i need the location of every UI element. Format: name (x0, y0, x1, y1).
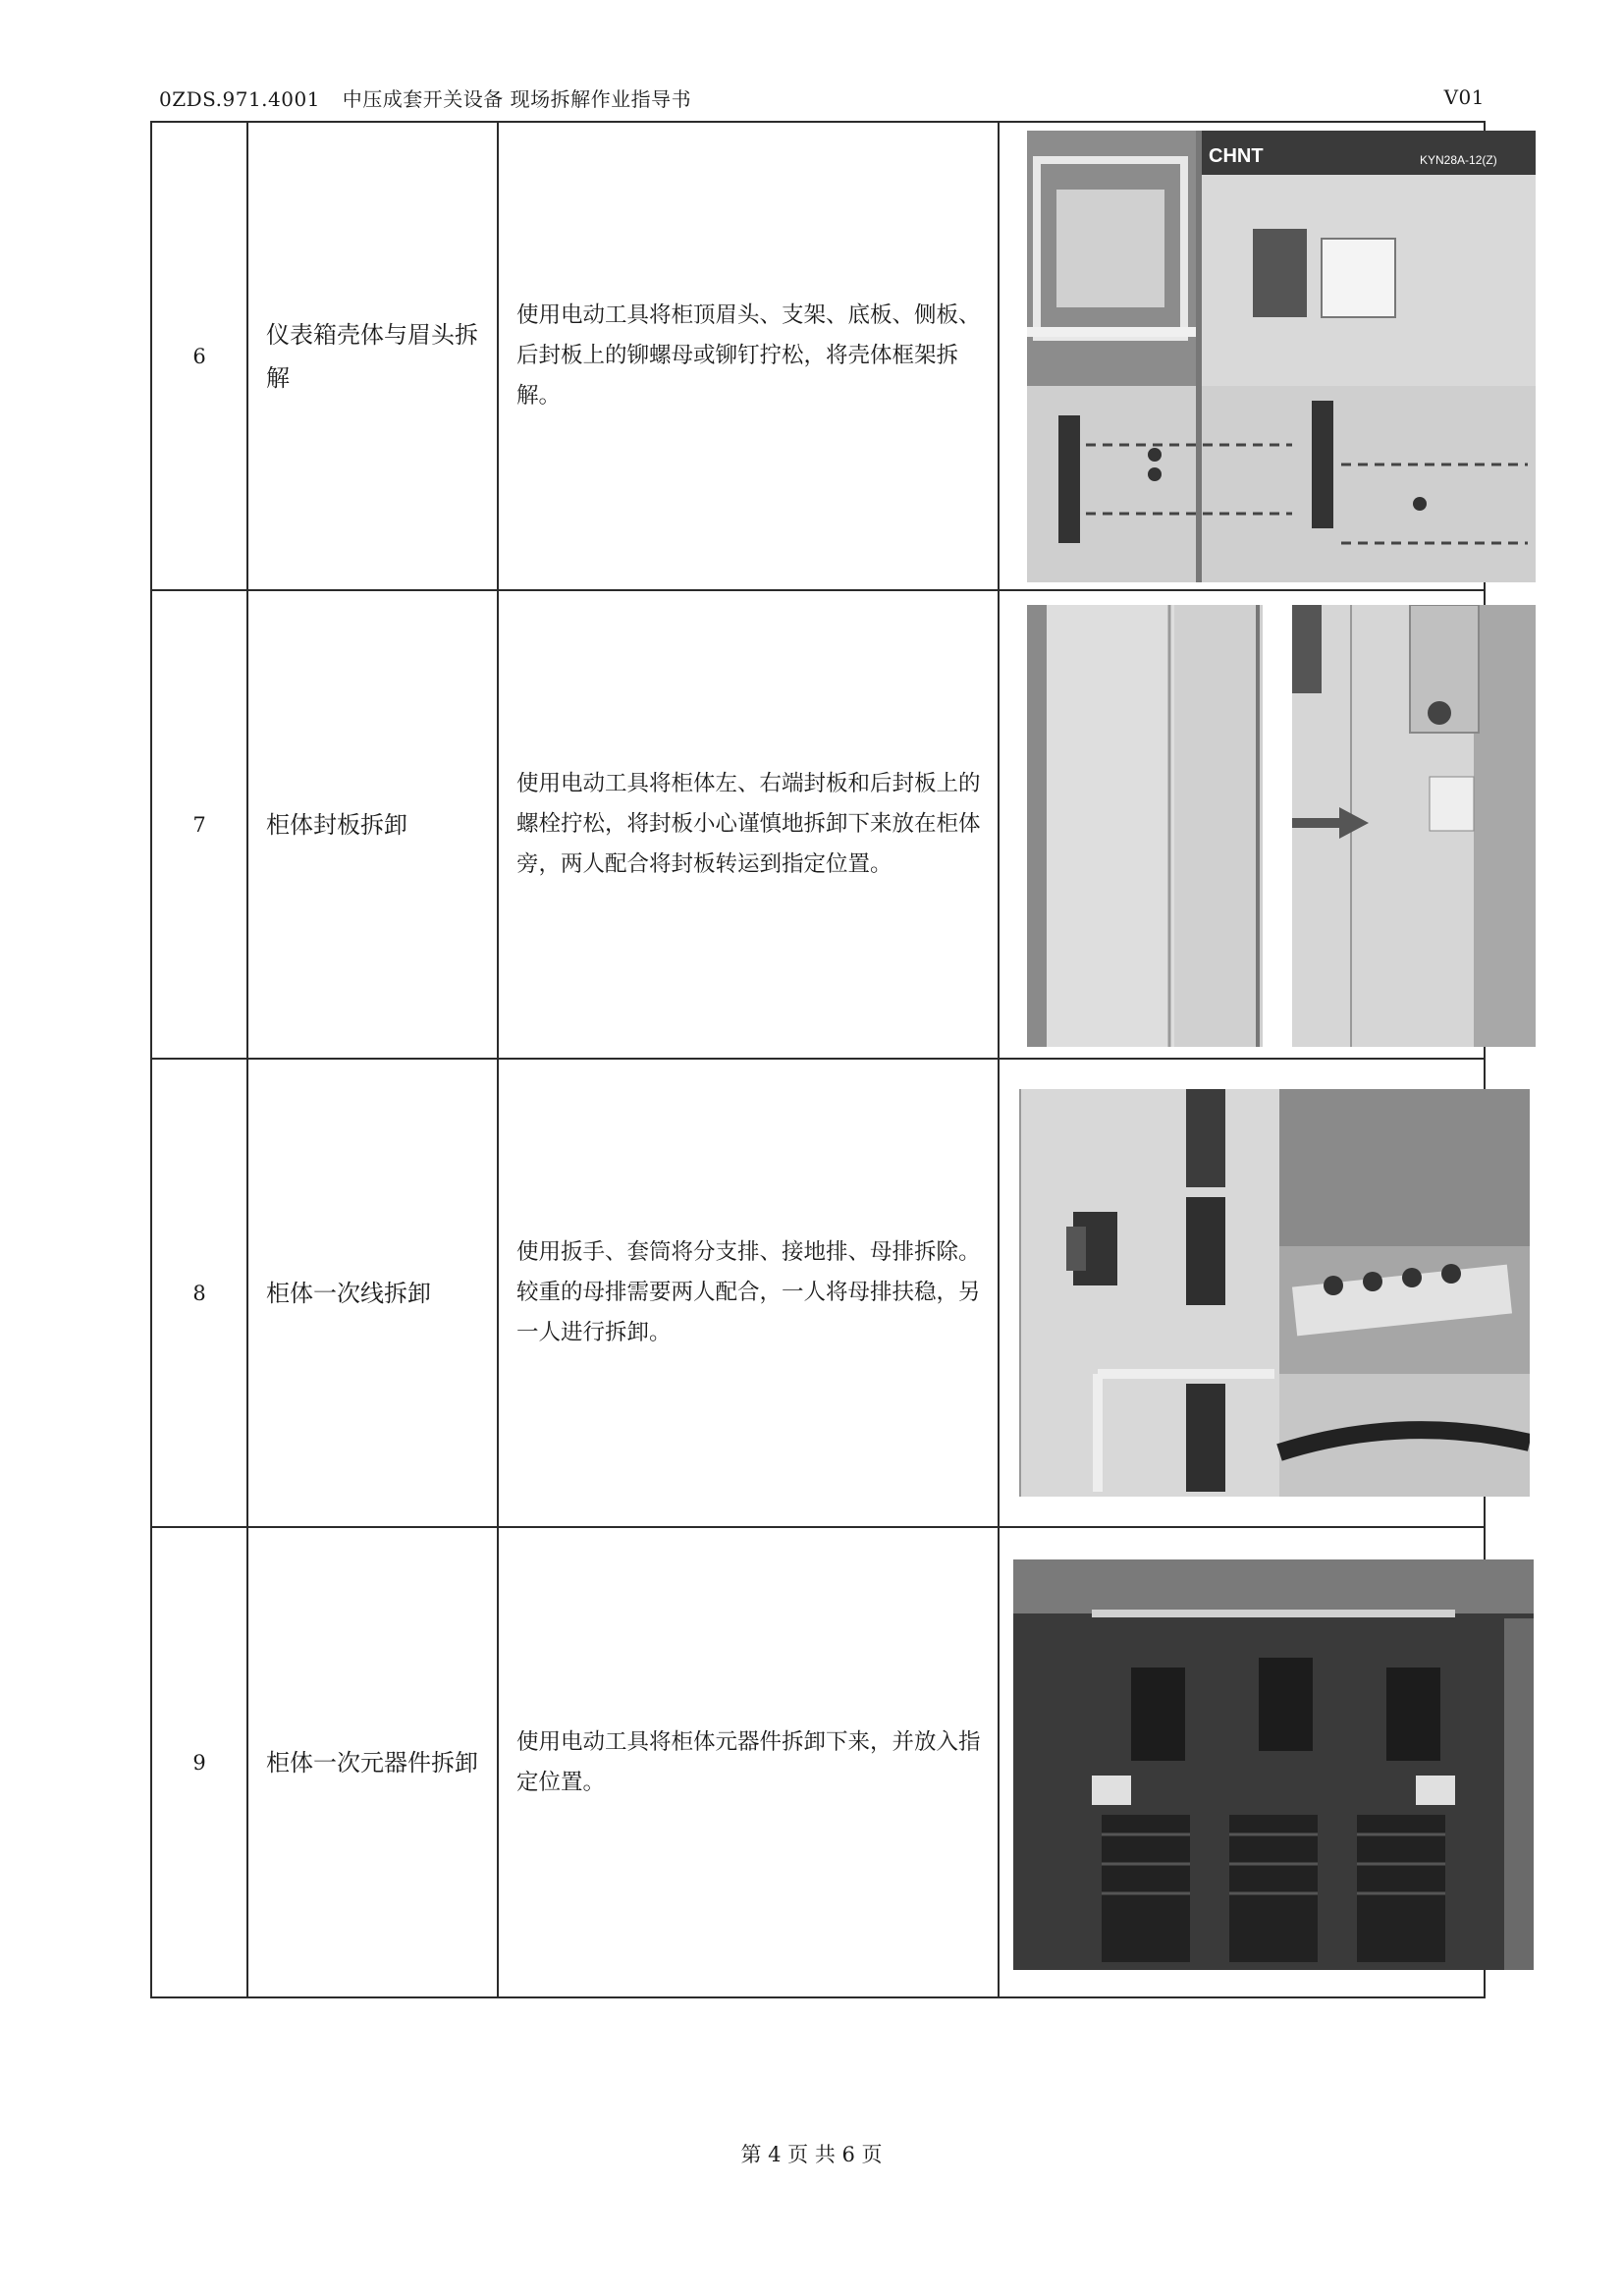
cabinet-frame-image (1027, 131, 1536, 582)
step-name: 柜体一次元器件拆卸 (247, 1527, 498, 1997)
insulator-image (1013, 1559, 1534, 1970)
step-name: 柜体一次线拆卸 (247, 1059, 498, 1527)
rear-panel-image (1292, 605, 1536, 1047)
table-row (151, 1527, 1485, 1997)
step-number: 7 (151, 590, 247, 1059)
doc-code: 0ZDS.971.4001 (159, 86, 320, 111)
end-panel-photo (1027, 605, 1263, 1047)
end-panel-image (1027, 605, 1263, 1047)
cabinet-frame-photo (1027, 131, 1536, 582)
page-header (159, 81, 1485, 114)
table-row (151, 1059, 1485, 1527)
step-name: 柜体封板拆卸 (247, 590, 498, 1059)
step-description: 使用电动工具将柜体元器件拆卸下来，并放入指定位置。 (498, 1527, 999, 1997)
busbar-photo (1019, 1089, 1530, 1497)
page-footer: 第 4 页 共 6 页 (740, 2143, 883, 2166)
busbar-image (1019, 1089, 1530, 1497)
step-number: 9 (151, 1527, 247, 1997)
steps-table (150, 121, 1497, 1998)
step-description: 使用电动工具将柜体左、右端封板和后封板上的螺栓拧松，将封板小心谨慎地拆卸下来放在柜体旁，两人配合将封板转运到指定位置。 (498, 590, 999, 1059)
step-number: 8 (151, 1059, 247, 1527)
insulator-photo (1013, 1559, 1534, 1970)
doc-title: 中压成套开关设备 现场拆解作业指导书 (342, 86, 692, 111)
step-photo-cell (999, 1527, 1485, 1997)
doc-version: V01 (1443, 85, 1485, 109)
rear-panel-photo (1292, 605, 1536, 1047)
brand-label: CHNT (1209, 145, 1264, 167)
step-description: 使用扳手、套筒将分支排、接地排、母排拆除。较重的母排需要两人配合，一人将母排扶稳，另一人进行拆卸。 (498, 1059, 999, 1527)
step-photo-cell (999, 122, 1497, 590)
step-name: 仪表箱壳体与眉头拆解 (247, 122, 498, 590)
table-row (151, 590, 1485, 1059)
table-row (151, 122, 1485, 590)
step-number: 6 (151, 122, 247, 590)
step-photo-cell (999, 1059, 1485, 1527)
header-left (159, 83, 707, 112)
step-photo-cell (999, 590, 1485, 1059)
step-description: 使用电动工具将柜顶眉头、支架、底板、侧板、后封板上的铆螺母或铆钉拧松，将壳体框架拆解。 (498, 122, 999, 590)
model-label: KYN28A-12(Z) (1420, 153, 1497, 167)
